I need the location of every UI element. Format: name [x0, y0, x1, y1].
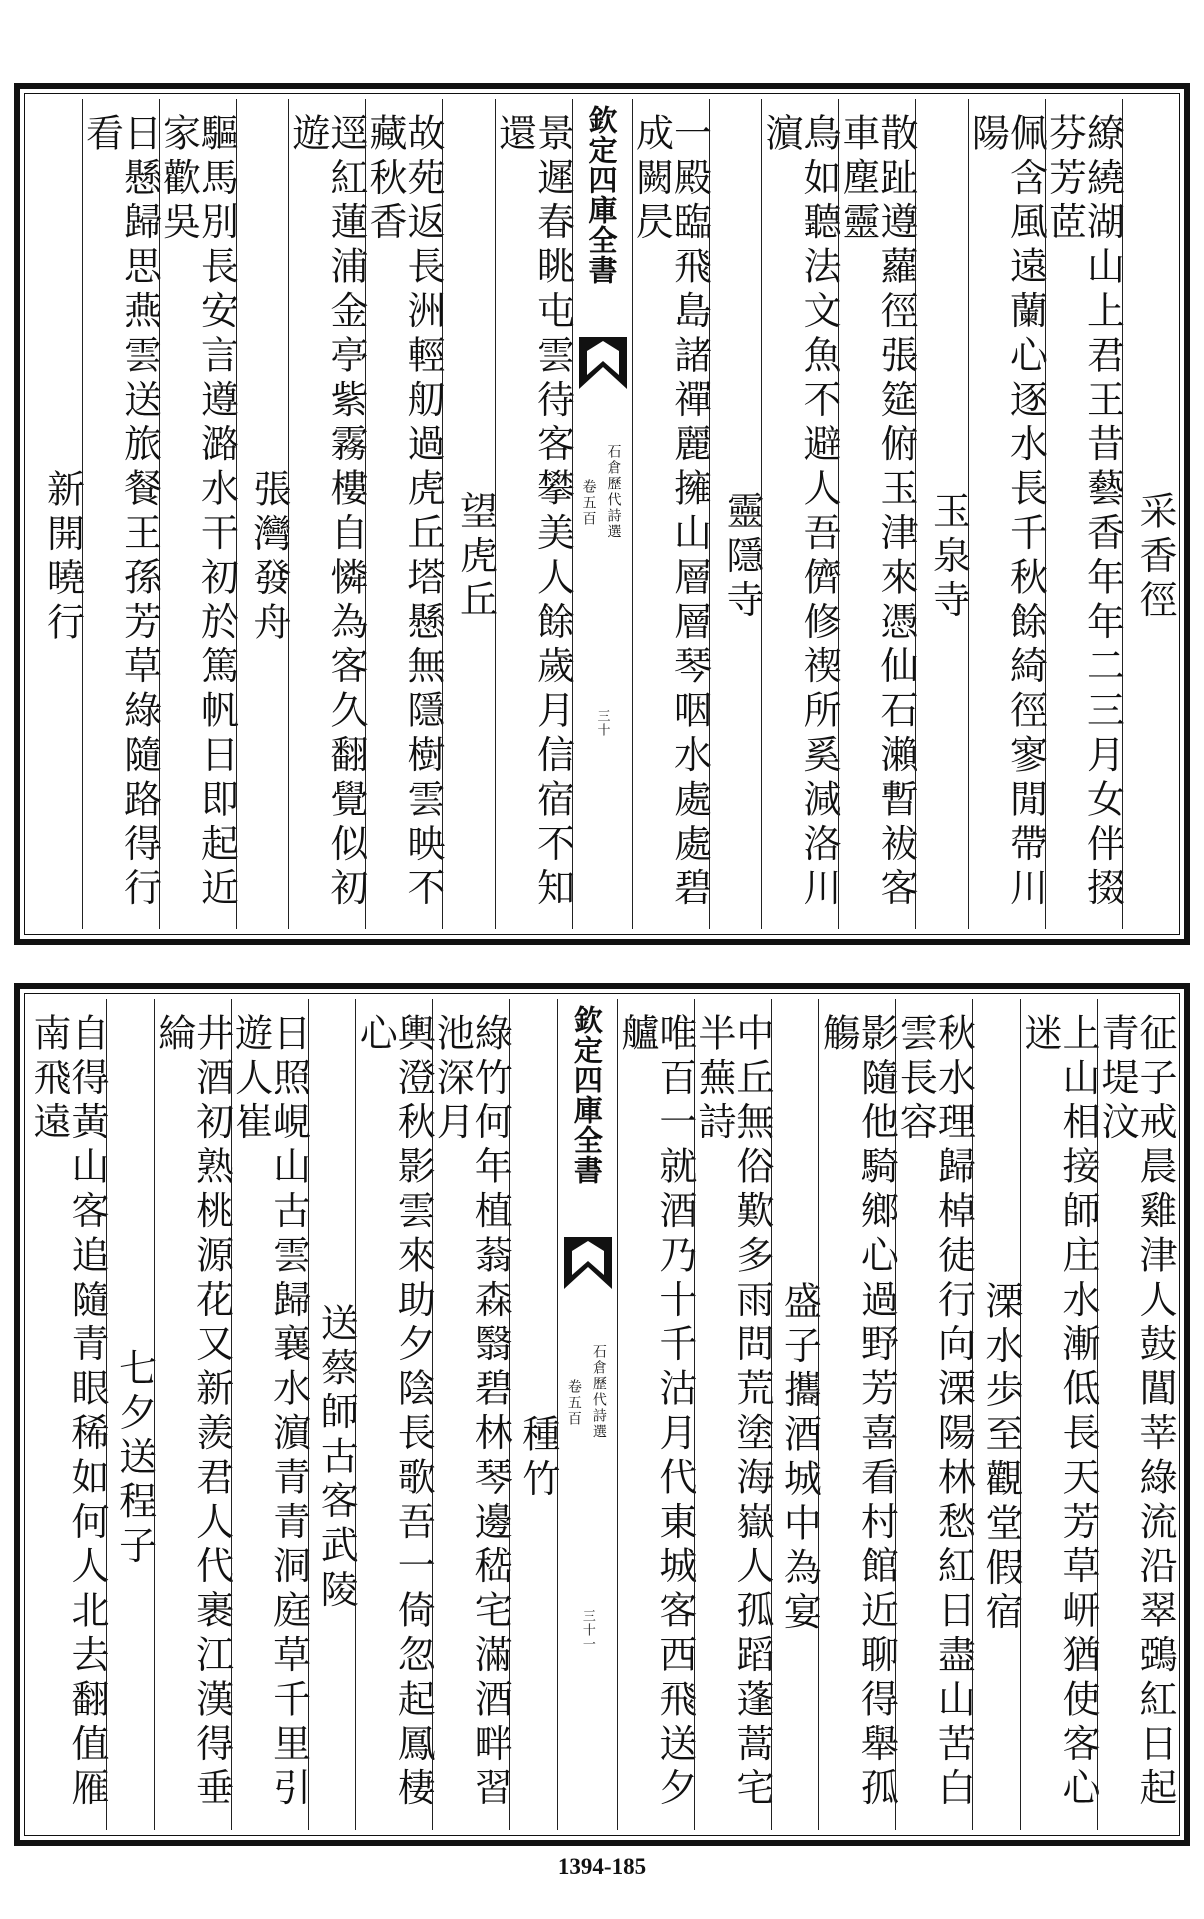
- text-column: 綠竹何年植蓊森翳碧林琴邊嵇宅滿酒畔習池深月: [432, 999, 509, 1830]
- lower-page: [14, 983, 1190, 1846]
- text-column: 秋水理歸棹徒行向溧陽林愁紅日盡山苦白雲長容: [895, 999, 972, 1830]
- volume-label: 卷五百: [565, 1379, 582, 1427]
- text-column: 逕紅蓮浦金亭紫霧樓自憐為客久翻覺似初遊: [288, 99, 365, 929]
- text-column: 唯百一就酒乃十千沽月代東城客西飛送夕艫: [617, 999, 694, 1830]
- book-title: 石倉歷代詩選: [605, 444, 622, 540]
- text-column: 七夕送程子: [106, 999, 154, 1830]
- folio-number: 三十一: [579, 1609, 595, 1651]
- folio-number: 三十: [594, 709, 610, 737]
- text-column: 影隨他騎鄉心過野芳喜看村館近聊得舉孤觴: [818, 999, 895, 1830]
- text-column: 自得黃山客追隨青眼稀如何人北去翻值雁南飛遠: [27, 1013, 110, 1813]
- text-column: 張灣發舟: [236, 99, 289, 929]
- library-title: 欽定四庫全書: [569, 1005, 604, 1185]
- fishtail-mark-icon: [564, 1237, 612, 1289]
- center-fold-column: [557, 999, 617, 1830]
- text-column: 征子戒晨雞津人鼓閶莘綠流沿翠鵶紅日起青堤汶: [1097, 999, 1174, 1830]
- text-column: 景遲春眺屯雲待客攀美人餘歲月信宿不知還: [495, 99, 572, 929]
- text-column: 溧水歩至觀堂假宿: [972, 999, 1020, 1830]
- text-column: 采香徑: [1122, 99, 1175, 929]
- text-column: 靈隱寺: [709, 99, 762, 929]
- library-title: 欽定四庫全書: [584, 105, 619, 285]
- text-column: 日照峴山古雲歸襄水濵青青洞庭草千里引遊人崔: [231, 999, 308, 1830]
- center-fold-column: [572, 99, 632, 929]
- text-column: 望虎丘: [442, 99, 495, 929]
- text-column: 新開曉行: [40, 469, 85, 647]
- lower-page-columns: [27, 999, 1177, 1830]
- text-column: 中丘無俗歎多雨問荒塗海嶽人孤蹈蓬蒿宅半蕪詩: [694, 999, 771, 1830]
- book-title: 石倉歷代詩選: [590, 1344, 607, 1440]
- text-column: 佩含風遠蘭心逐水長千秋餘綺徑寥閒帶川陽: [968, 99, 1045, 929]
- page-number: 1394-185: [557, 1854, 647, 1879]
- fishtail-mark-icon: [579, 337, 627, 389]
- text-column: 散趾遵蘿徑張筵俯玉津來憑仙石瀨暫袚客車塵靈: [838, 99, 915, 929]
- text-column: 盛子攜酒城中為宴: [771, 999, 819, 1830]
- upper-page-columns: [30, 99, 1177, 929]
- text-column: 玉泉寺: [915, 99, 968, 929]
- text-column: 鳥如聽法文魚不避人吾儕修禊所奚減洛川濵: [761, 99, 838, 929]
- text-column: 送蔡師古客武陵: [308, 999, 356, 1830]
- volume-label: 卷五百: [580, 479, 597, 527]
- text-column: 一殿臨飛島諸禪麗擁山層層琴咽水處處碧成闕昃: [632, 99, 709, 929]
- text-column: 井酒初熟桃源花又新羨君人代裹江漢得垂綸: [154, 999, 231, 1830]
- text-column: 繚繞湖山上君王昔藝香年年二三月女伴掇芬芳茝: [1045, 99, 1122, 929]
- text-column: 驅馬別長安言遵潞水干初於篤帆日即起近家歡吳: [159, 99, 236, 929]
- text-column: 故苑返長洲輕舠過虎丘塔懸無隱樹雲映不藏秋香: [365, 99, 442, 929]
- text-column: 輿澄秋影雲來助夕陰長歌吾一倚忽起鳳棲心: [355, 999, 432, 1830]
- text-column: 日懸歸思燕雲送旅餐王孫芳草綠隨路得行看: [82, 99, 159, 929]
- text-column: 上山相接師庄水漸低長天芳草岍猶使客心迷: [1020, 999, 1097, 1830]
- text-column: 種竹: [509, 999, 557, 1830]
- upper-page: [14, 83, 1190, 945]
